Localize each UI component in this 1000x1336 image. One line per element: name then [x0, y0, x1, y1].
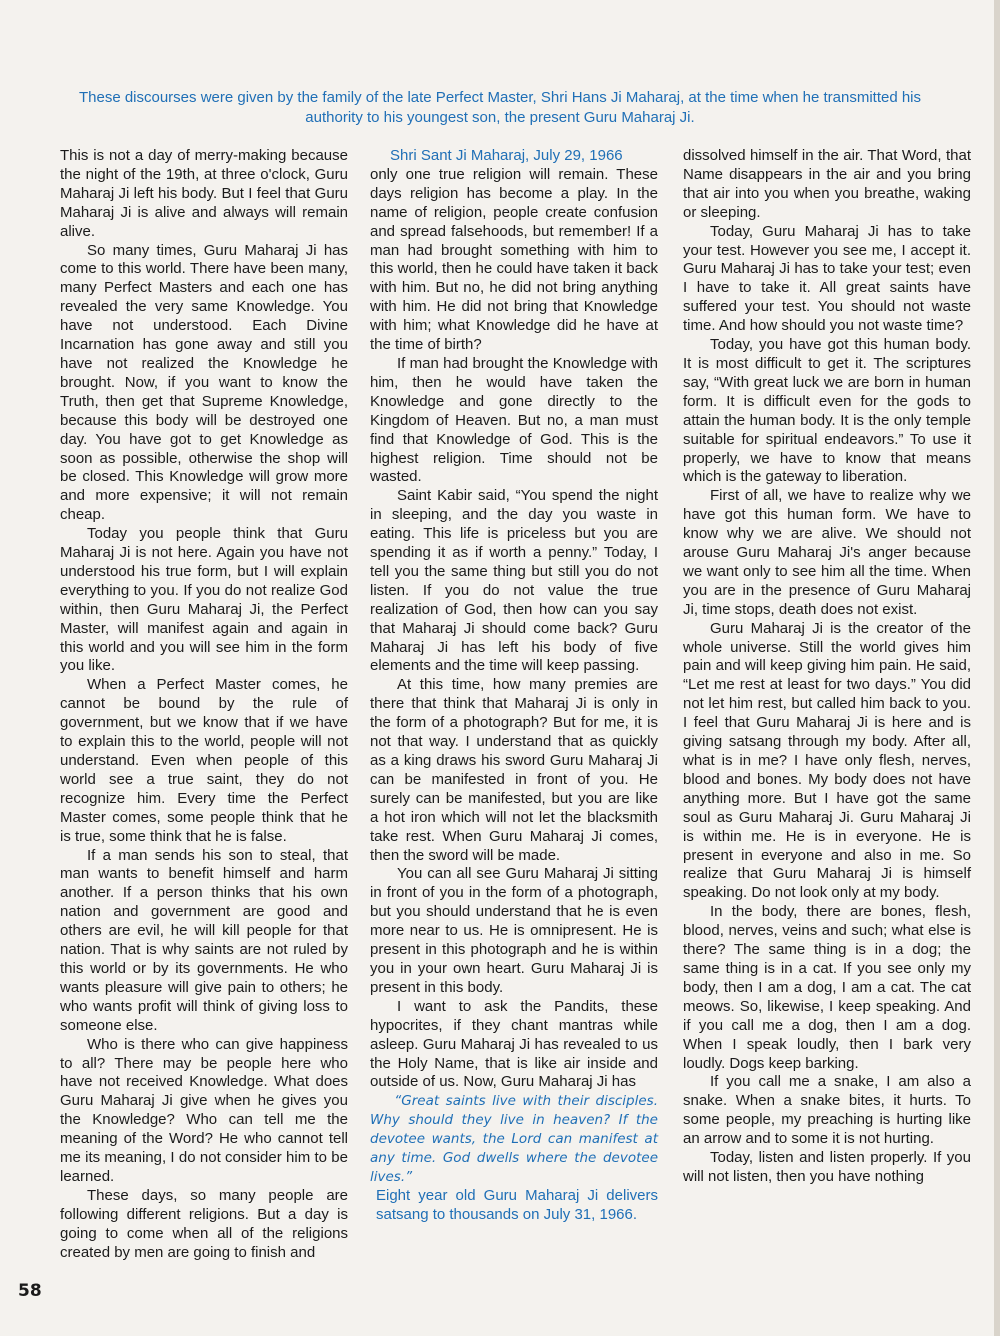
- paragraph: Guru Maharaj Ji is the creator of the whole universe. Still the world gives him pain and will keep giving him pain. He said, “Let me rest at least for two days.” You did not let him rest, but called him back to you. I feel that Guru Maharaj Ji is here and is giving satsang through my body. After all, what is in me? I have only flesh, nerves, blood and bones. My body does not have anything more. But I have got the same soul as Guru Maharaj Ji. Guru Maharaj Ji is within me. He is in everyone. He is present in everyone and also in me. So realize that Guru Maharaj Ji is himself speaking. Do not look only at my body.: [683, 619, 971, 902]
- paragraph: You can all see Guru Maharaj Ji sitting in front of you in the form of a photograph, but you should understand that he is even more near to us. He is omnipresent. He is present in this photograph and he is within you in your own heart. Guru Maharaj Ji is present in this body.: [370, 865, 658, 996]
- paragraph: Today, you have got this human body. It is most difficult to get it. The scriptures say, “With great luck we are born in human form. It is difficult even for the gods to attain the human body. It is the only temple suitable for spiritual endeavors.” To use it properly, we have to know that means which is the gateway to liberation.: [683, 336, 971, 486]
- paragraph: If you call me a snake, I am also a snake. When a snake bites, it hurts. To some people, my preaching is hurting like an arrow and to some it is not hurting.: [683, 1073, 971, 1148]
- paragraph: Saint Kabir said, “You spend the night in sleeping, and the day you waste in eating. This life is priceless but you are spending it as if worth a penny.” Today, I tell you the same thing but still you do not listen. If you do not value the true realization of God, then how can you say that Maharaj Ji should come back? Guru Maharaj Ji has left his body of five elements and the time will keep passing.: [370, 487, 658, 675]
- paragraph: Today you people think that Guru Maharaj Ji is not here. Again you have not understood his true form, but I will explain everything to you. If you do not realize God within, then Guru Maharaj Ji, the Perfect Master, will manifest again and again in this world and you will see him in the form you like.: [60, 525, 348, 675]
- article-column-3: [683, 147, 971, 1187]
- paragraph: In the body, there are bones, flesh, blood, nerves, veins and such; what else is there? The same thing is in a dog; the same thing is in a cat. If you see only my body, then I am a dog, I am a cat. The cat meows. So, likewise, I keep speaking. And if you call me a dog, then I am a dog. When I speak loudly, then I bark very loudly. Dogs keep barking.: [683, 903, 971, 1072]
- paragraph: only one true religion will remain. These days religion has become a play. In the name of religion, people create confusion and spread falsehoods, but remember! If a man had brought something with him to this world, then he could have taken it back with him. But no, he did not bring anything with him. He did not bring that Knowledge with him; what Knowledge did he have at the time of birth?: [370, 165, 658, 354]
- page-edge: [994, 0, 1000, 1336]
- intro-caption: These discourses were given by the family of the late Perfect Master, Shri Hans Ji Maharaj, at the time when he transmitted his authority to his youngest son, the present Guru Maharaj Ji.: [78, 89, 922, 126]
- paragraph: Today, listen and listen properly. If you will not listen, then you have nothing: [683, 1149, 971, 1185]
- paragraph: Who is there who can give happiness to all? There may be people here who have not received Knowledge. What does Guru Maharaj Ji give when he gives you the Knowledge? Who can tell me the meaning of the Word? He who cannot tell me its meaning, I do not consider him to be learned.: [60, 1035, 348, 1185]
- paragraph: If man had brought the Knowledge with him, then he would have taken the Knowledge and gone directly to the Kingdom of Heaven. But no, a man must find that Knowledge of God. This is the highest religion. Time should not be wasted.: [370, 354, 658, 486]
- paragraph: dissolved himself in the air. That Word, that Name disappears in the air and you bring that air into you when you breathe, waking or sleeping.: [683, 147, 971, 221]
- page-number: 58: [18, 1281, 42, 1301]
- article-column-1: [60, 147, 348, 1262]
- pull-quote: “Great saints live with their disciples. Why should they live in heaven? If the devotee wants, the Lord can manifest at any time. God dwells where the devotee lives.”: [370, 1093, 658, 1186]
- paragraph: This is not a day of merry-making because the night of the 19th, at three o'clock, Guru Maharaj Ji left his body. But I feel that Guru Maharaj Ji is alive and always will remain alive.: [60, 147, 348, 240]
- paragraph: At this time, how many premies are there that think that Maharaj Ji is only in the form of a photograph? But for me, it is not that way. I understand that as quickly as a king draws his sword Guru Maharaj Ji can be manifested in front of you. He surely can be manifested, but you are like a hot iron which will not let the blacksmith take rest. When Guru Maharaj Ji comes, then the sword will be made.: [370, 676, 658, 864]
- photo-caption-bottom: Eight year old Guru Maharaj Ji delivers satsang to thousands on July 31, 1966.: [376, 1187, 658, 1224]
- paragraph: I want to ask the Pandits, these hypocrites, if they chant mantras while asleep. Guru Maharaj Ji has revealed to us the Holy Name, that is like air inside and outside of us. Now, Guru Maharaj Ji has: [370, 997, 658, 1091]
- photo-caption-top: Shri Sant Ji Maharaj, July 29, 1966: [390, 147, 623, 164]
- paragraph: So many times, Guru Maharaj Ji has come to this world. There have been many, many Perfect Masters and each one has revealed the very same Knowledge. You have not understood. Each Divine Incarnation has gone away and still you have not realized the Knowledge he brought. Now, if you want to know the Truth, then get that Supreme Knowledge, because this body will be destroyed one day. You have got to get Knowledge as soon as possible, otherwise the shop will be closed. This Knowledge will grow more and more expensive; it will not remain cheap.: [60, 241, 348, 524]
- paragraph: First of all, we have to realize why we have got this human form. We have to know why we are alive. We should not arouse Guru Maharaj Ji's anger because we want only to see him all the time. When you are in the presence of Guru Maharaj Ji, time stops, death does not exist.: [683, 487, 971, 618]
- paragraph: These days, so many people are following different religions. But a day is going to come when all of the religions created by men are going to finish and: [60, 1186, 348, 1261]
- article-column-2: [370, 147, 658, 1225]
- paragraph: If a man sends his son to steal, that man wants to benefit himself and harm another. If a person thinks that his own nation and government are good and others are evil, he will kill people for that nation. That is why saints are not ruled by this world or by its governments. He who wants pleasure will give pain to others; he who wants profit will think of giving loss to someone else.: [60, 846, 348, 1034]
- paragraph: Today, Guru Maharaj Ji has to take your test. However you see me, I accept it. Guru Maharaj Ji has to take your test; even I have to take it. All great saints have suffered your test. You should not waste time. And how should you not waste time?: [683, 222, 971, 335]
- paragraph: When a Perfect Master comes, he cannot be bound by the rule of government, but we know that if we have to explain this to the world, people will not understand. Even when people of this world see a true saint, they do not recognize him. Every time the Perfect Master comes, some people think that he is true, some think that he is false.: [60, 676, 348, 845]
